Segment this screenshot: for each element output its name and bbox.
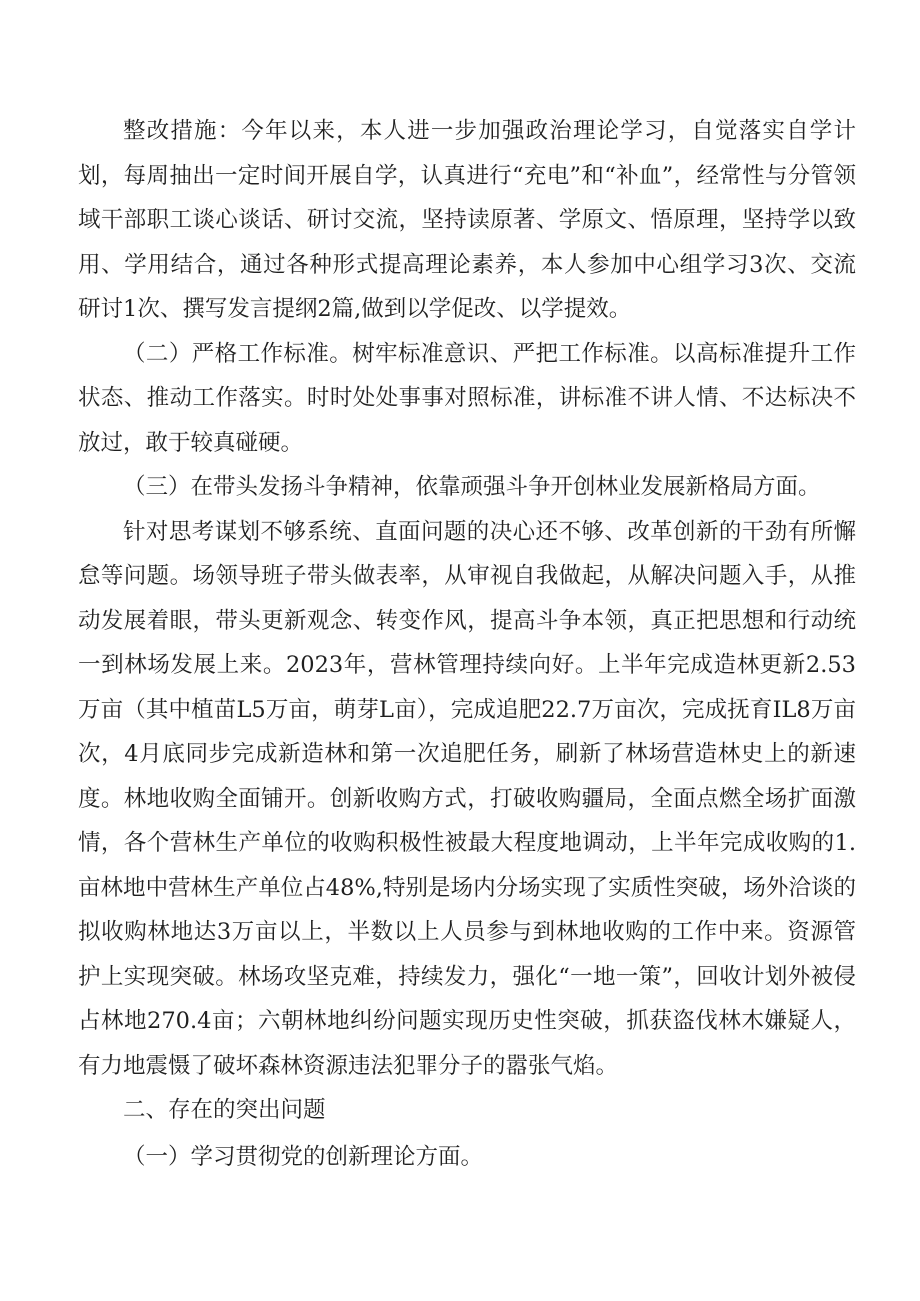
paragraph-forestry-progress: 针对思考谋划不够系统、直面问题的决心还不够、改革创新的干劲有所懈怠等问题。场领导班子带头做表率，从审视自我做起，从解决问题入手，从推动发展着眼，带头更新观念、转变作风，提高斗争本领，真正把思想和行动统一到林场发展上来。2023年，营林管理持续向好。上半年完成造林更新2.53万亩（其中植苗L5万亩，萌芽L亩），完成追肥22.7万亩次，完成抚育IL8万亩次，4月底同步完成新造林和第一次追肥任务，刷新了林场营造林史上的新速度。林地收购全面铺开。创新收购方式，打破收购疆局，全面点燃全场扩面激情，各个营林生产单位的收购积极性被最大程度地调动，上半年完成收购的1.亩林地中营林生产单位占48%,特别是场内分场实现了实质性突破，场外洽谈的拟收购林地达3万亩以上，半数以上人员参与到林地收购的工作中来。资源管护上实现突破。林场攻坚克难，持续发力，强化“一地一策”，回收计划外被侵占林地270.4亩；六朝林地纠纷问题实现历史性突破，抓获盗伐林木嫌疑人，有力地震慑了破坏森林资源违法犯罪分子的嚣张气焰。 [78, 518, 856, 1079]
document-body [78, 109, 856, 1179]
paragraph-rectification-measures: 整改措施：今年以来，本人进一步加强政治理论学习，自觉落实自学计划，每周抽出一定时间开展自学，认真进行“充电”和“补血”，经常性与分管领域干部职工谈心谈话、研讨交流，坚持读原著、学原文、悟原理，坚持学以致用、学用结合，通过各种形式提高理论素养，本人参加中心组学习3次、交流研讨1次、撰写发言提纲2篇,做到以学促改、以学提效。 [78, 118, 856, 322]
paragraph-theory-study-heading: （一）学习贯彻党的创新理论方面。 [123, 1143, 484, 1170]
section-heading-problems: 二、存在的突出问题 [123, 1097, 326, 1123]
paragraph-struggle-spirit-heading: （三）在带头发扬斗争精神，依靠顽强斗争开创林业发展新格局方面。 [123, 474, 821, 500]
paragraph-work-standards: （二）严格工作标准。树牢标准意识、严把工作标准。以高标准提升工作状态、推动工作落实。时时处处事事对照标准，讲标准不讲人情、不达标决不放过，敢于较真碰硬。 [78, 340, 856, 456]
